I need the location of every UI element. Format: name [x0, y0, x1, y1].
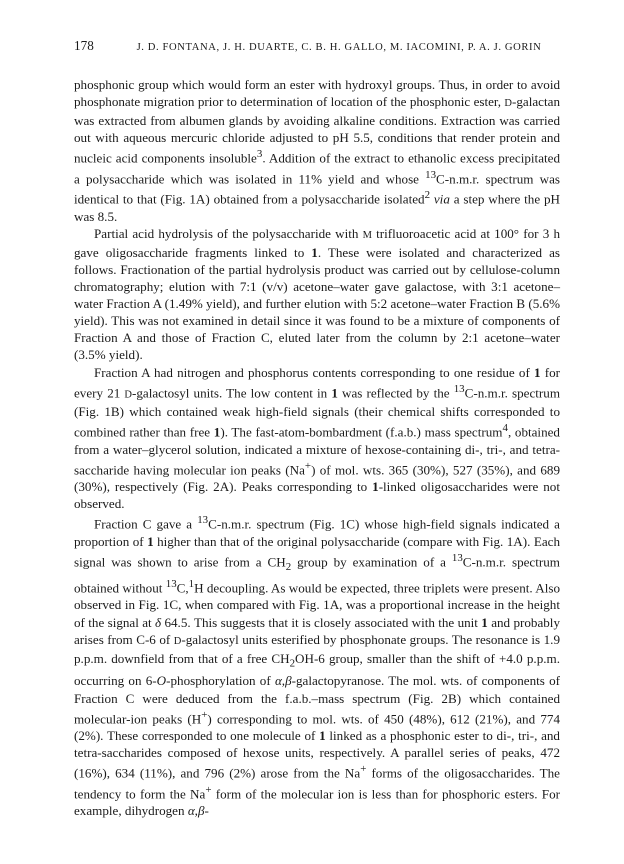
running-head-authors: J. D. FONTANA, J. H. DUARTE, C. B. H. GALLO, M. IACOMINI, P. A. J. GORIN — [136, 42, 542, 53]
running-header — [74, 38, 560, 60]
paragraph: Partial acid hydrolysis of the polysaccharide with M trifluoroacetic acid at 100° for 3 h gave oligosaccharide fragments linked to 1. These were isolated and characterized as follows. Fractionation of the partial hydrolysis product was carried out by cellulose-column chromatography; elution with 7:1 (v/v) acetone–water gave galactose, with 3:1 acetone–water Fraction A (1.49% yield), and further elution with 5:2 acetone–water Fraction B (5.6% yield). This was not examined in detail since it was found to be a mixture of components of Fraction A and those of Fraction C, eluted later from the column by 2:1 acetone–water (3.5% yield). — [74, 225, 560, 363]
body-text — [74, 76, 560, 819]
page — [74, 38, 560, 819]
page-number: 178 — [74, 38, 94, 53]
paragraph: Fraction A had nitrogen and phosphorus contents corresponding to one residue of 1 for every 21 D-galactosyl units. The low content in 1 was reflected by the $^{13}$C-n.m.r. spectrum (Fig. 1B) which contained weak high-field signals (their chemical shifts corresponded to combined rather than free 1). The fast-atom-bombardment (f.a.b.) mass spectrum$^4$, obtained from a water–glycerol solution, indicated a mixture of hexose-containing di-, tri-, and tetra-saccharide having molecular ion peaks (Na+) of mol. wts. 365 (30%), 527 (35%), and 689 (30%), respectively (Fig. 2A). Peaks corresponding to 1-linked oligosaccharides were not observed. — [74, 364, 560, 512]
paragraph: Fraction C gave a $^{13}$C-n.m.r. spectrum (Fig. 1C) whose high-field signals indicated a proportion of 1 higher than that of the original polysaccharide (compare with Fig. 1A). Each signal was shown to arise from a $CH_2$ group by examination of a $^{13}$C-n.m.r. spectrum obtained without $^{13}$C,$^1$H decoupling. As would be expected, three triplets were present. Also observed in Fig. 1C, when compared with Fig. 1A, was a proportional increase in the height of the signal at δ 64.5. This suggests that it is closely associated with the unit 1 and probably arises from C-6 of D-galactosyl units esterified by phosphonate groups. The resonance is 1.9 p.p.m. downfield from that of a free $CH_2OH-6$ group, smaller than the shift of +4.0 p.p.m. occurring on 6-O-phosphorylation of α,β-galactopyranose. The mol. wts. of components of Fraction C were deduced from the f.a.b.–mass spectrum (Fig. 2B) which contained molecular-ion peaks (H+) corresponding to mol. wts. of 450 (48%), 612 (21%), and 774 (2%). These corresponded to one molecule of 1 linked as a phosphonic ester to di-, tri-, and tetra-saccharides composed of hexose units, respectively. A parallel series of peaks, 472 (16%), 634 (11%), and 796 (2%) arose from the Na+ forms of the oligosaccharides. The tendency to form the Na+ form of the molecular ion is less than for phosphoric esters. For example, dihydrogen α,β- — [74, 514, 560, 819]
paragraph: phosphonic group which would form an ester with hydroxyl groups. Thus, in order to avoid phosphonate migration prior to determination of location of the phosphonic ester, D-galactan was extracted from albumen glands by avoiding alkaline conditions. Extraction was carried out with aqueous mercuric chloride adjusted to pH 5.5, conditions that render protein and nucleic acid components insoluble$^3$. Addition of the extract to ethanolic excess precipitated a polysaccharide which was isolated in 11% yield and whose $^{13}$C-n.m.r. spectrum was identical to that (Fig. 1A) obtained from a polysaccharide isolated$^2$ via a step where the pH was 8.5. — [74, 77, 561, 224]
